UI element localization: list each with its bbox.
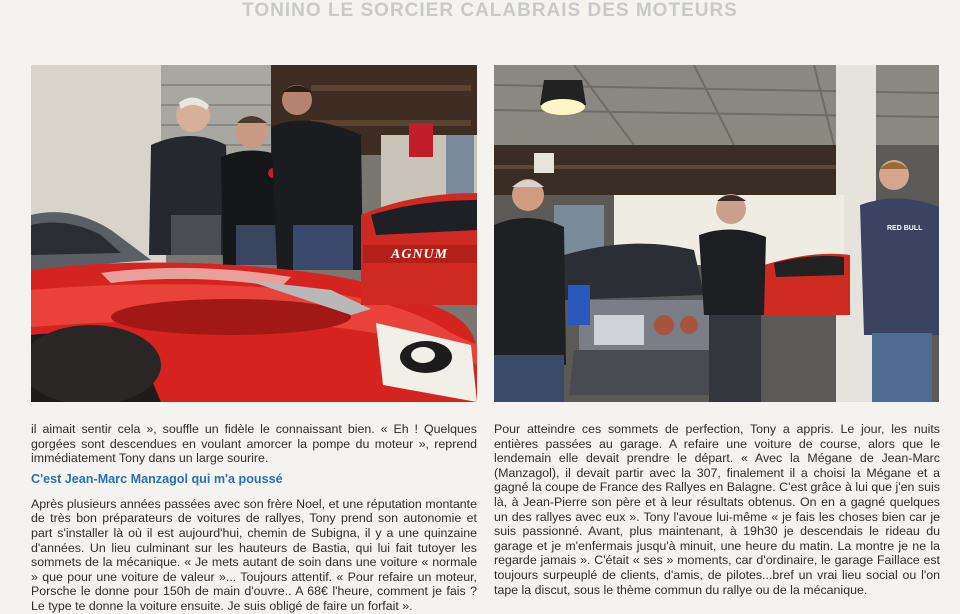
page-header-title: TONINO LE SORCIER CALABRAIS DES MOTEURS [242,0,738,21]
photo-right-illustration [494,65,939,402]
photo-men-with-red-car [31,65,477,402]
shirt-logo-text: RED BULL [887,225,923,232]
article-left-column [31,422,477,614]
article-subheading: C'est Jean-Marc Manzagol qui m'a poussé [31,471,283,486]
car-sponsor-text: AGNUM [391,247,449,262]
photo-left-illustration [31,65,477,402]
photo-garage-team [494,65,939,402]
article-paragraph: Pour atteindre ces sommets de perfection, Tony a appris. Le jour, les nuits entières passées au garage. A refaire une voiture de course, alors que le lendemain elle devait prendre le départ. « Avec la Mégane de Jean-Marc (Manzagol), il devait partir avec la 307, finalement il a choisi la Mégane et a gagné la coupe de France des Rallyes en Balagne. C'est grâce à lui que j'en suis là, à Jean-Pierre son père et à leur résultats obtenus. On en a gagné quelques un des rallyes avec eux ». Tony l'avoue lui-même « je fais les choses bien car je suis passionné. Avant, plus maintenant, à 19h30 je descendais le rideau du garage et je m'enfermais jusqu'à minuit, une heure du matin. La montre je ne la regarde jamais ». C'était « ses » moments, car d'ordinaire, le garage Faillace est toujours surpeuplé de clients, d'amis, de pilotes...bref un vrai lieu social ou l'on tape la discut, sous le thème commun du rallye ou de la mécanique. [494,422,940,597]
article-paragraph: il aimait sentir cela », souffle un fidèle le connaissant bien. « Eh ! Quelques gorgées sont descendues en voulant amorcer la pompe du moteur », reprend immédiatement Tony dans un large sourire. [31,422,477,466]
article-paragraph: Après plusieurs années passées avec son frère Noel, et une réputation montante de très bon préparateurs de voitures de rallyes, Tony prend son autonomie et part s'installer là où il est aujourd'hui, chemin de Subigna, il y a une quinzaine d'années. Un lieu culminant sur les hauteurs de Bastia, qui lui fait tutoyer les sommets de la mécanique. « Je mets autant de soin dans une voiture « normale » que pour une voiture de valeur »... Toujours attentif. « Pour refaire un moteur, Porsche le donne pour 150h de main d'ouvre.. A 68€ l'heure, comment je fais ? Le type te donne la voiture ensuite. Je suis obligé de faire un forfait ». [31,496,477,613]
article-right-column [494,422,940,597]
